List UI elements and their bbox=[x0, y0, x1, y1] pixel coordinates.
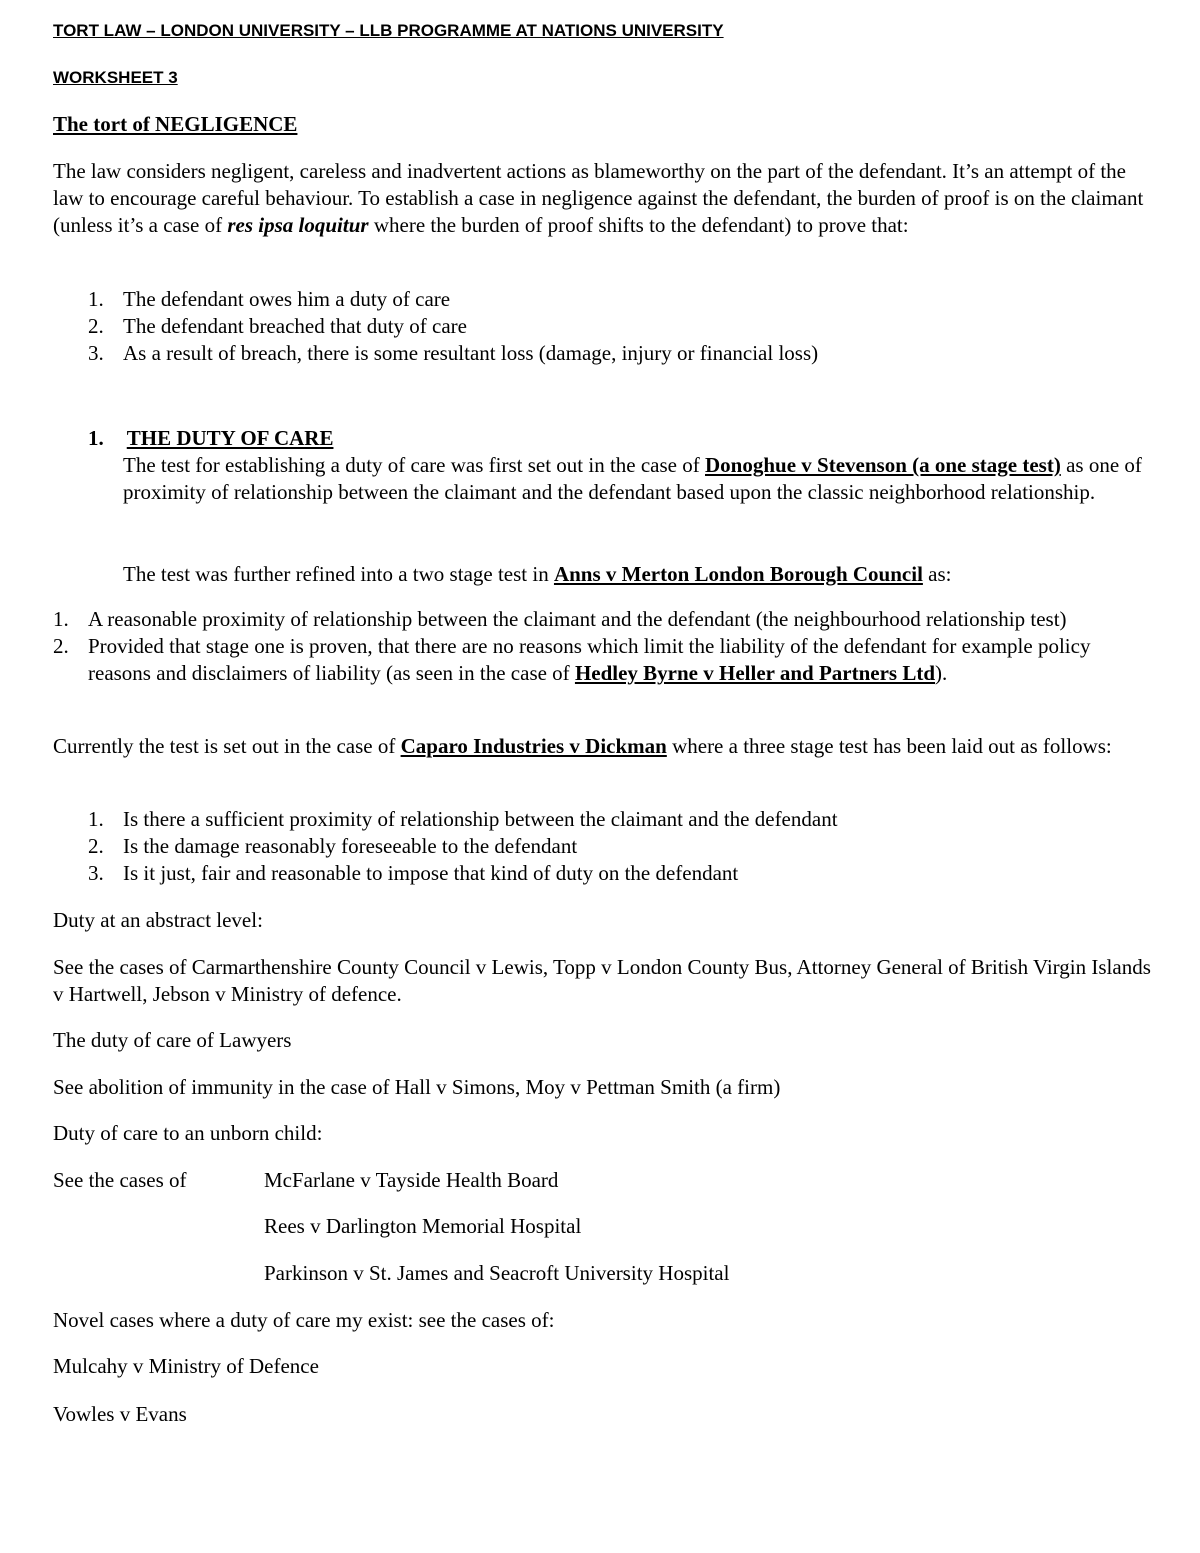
hedley-text-post: ). bbox=[935, 661, 948, 685]
negligence-elements-list bbox=[88, 286, 818, 367]
list-item bbox=[88, 833, 838, 860]
list-text: A reasonable proximity of relationship between the claimant and the defendant (the neighbourhood relationship test) bbox=[88, 607, 1067, 631]
abstract-level-heading: Duty at an abstract level: bbox=[53, 908, 263, 932]
list-item bbox=[88, 860, 838, 887]
list-number: 1. bbox=[88, 807, 104, 831]
list-item bbox=[88, 806, 838, 833]
anns-stages-list bbox=[53, 606, 1153, 687]
see-cases-label: See the cases of bbox=[53, 1168, 187, 1192]
novel-case-item: Mulcahy v Ministry of Defence bbox=[53, 1354, 319, 1378]
anns-paragraph bbox=[123, 561, 1143, 588]
list-text: Is there a sufficient proximity of relationship between the claimant and the defendant bbox=[123, 807, 838, 831]
list-number: 1. bbox=[88, 287, 104, 311]
list-number: 2. bbox=[88, 314, 104, 338]
unborn-case-item: Rees v Darlington Memorial Hospital bbox=[264, 1214, 582, 1238]
list-text: The defendant owes him a duty of care bbox=[123, 287, 451, 311]
list-item bbox=[53, 633, 1153, 687]
list-item bbox=[53, 606, 1153, 633]
list-text bbox=[88, 633, 1153, 687]
immunity-paragraph: See abolition of immunity in the case of Hall v Simons, Moy v Pettman Smith (a firm) bbox=[53, 1075, 781, 1099]
intro-paragraph bbox=[53, 158, 1153, 239]
document-title: TORT LAW – LONDON UNIVERSITY – LLB PROGRAMME AT NATIONS UNIVERSITY bbox=[53, 21, 724, 40]
worksheet-label: WORKSHEET 3 bbox=[53, 68, 178, 87]
caparo-case: Caparo Industries v Dickman bbox=[400, 734, 667, 758]
hedley-text-pre: Provided that stage one is proven, that there are no reasons which limit the liability of the defendant for example policy reasons and disclaimers of liability (as seen in the case of bbox=[88, 634, 1091, 685]
abstract-cases-paragraph: See the cases of Carmarthenshire County Council v Lewis, Topp v London County Bus, Attorney General of British Virgin Islands v Hartwell, Jebson v Ministry of defence. bbox=[53, 955, 1151, 1006]
novel-case-item: Vowles v Evans bbox=[53, 1402, 187, 1426]
donoghue-text-post: as one of proximity of relationship between the claimant and the defendant based upon the classic neighborhood relationship. bbox=[123, 453, 1142, 504]
intro-text-2: where the burden of proof shifts to the defendant) to prove that: bbox=[368, 213, 909, 237]
caparo-text-post: where a three stage test has been laid out as follows: bbox=[666, 734, 1112, 758]
hedley-case: Hedley Byrne v Heller and Partners Ltd bbox=[574, 661, 936, 685]
caparo-paragraph bbox=[53, 733, 1153, 760]
donoghue-text-pre: The test for establishing a duty of care was first set out in the case of bbox=[123, 453, 705, 477]
list-text: As a result of breach, there is some resultant loss (damage, injury or financial loss) bbox=[123, 341, 819, 365]
list-item bbox=[88, 286, 818, 313]
list-number: 3. bbox=[88, 341, 104, 365]
list-number: 1. bbox=[53, 607, 69, 631]
unborn-case-item: Parkinson v St. James and Seacroft University Hospital bbox=[264, 1261, 730, 1285]
anns-case: Anns v Merton London Borough Council bbox=[553, 562, 923, 586]
latin-term: res ipsa loquitur bbox=[227, 213, 369, 237]
unborn-child-heading: Duty of care to an unborn child: bbox=[53, 1121, 323, 1145]
anns-text-post: as: bbox=[922, 562, 952, 586]
donoghue-paragraph bbox=[123, 452, 1143, 506]
list-text: The defendant breached that duty of care bbox=[123, 314, 467, 338]
list-item bbox=[88, 313, 818, 340]
heading-label: THE DUTY OF CARE bbox=[126, 426, 334, 450]
lawyers-heading: The duty of care of Lawyers bbox=[53, 1028, 292, 1052]
list-item bbox=[88, 340, 818, 367]
heading-number: 1. bbox=[88, 426, 104, 450]
list-text: Is it just, fair and reasonable to impose that kind of duty on the defendant bbox=[123, 861, 739, 885]
list-number: 2. bbox=[88, 834, 104, 858]
intro-text-1: The law considers negligent, careless and inadvertent actions as blameworthy on the part of the defendant. It’s an attempt of the law to encourage careful behaviour. To establish a case in negligence against the defendant, the burden of proof is on the claimant (unless it’s a case of bbox=[53, 159, 1144, 237]
unborn-case-item: McFarlane v Tayside Health Board bbox=[264, 1168, 559, 1192]
caparo-stages-list bbox=[88, 806, 838, 887]
caparo-text-pre: Currently the test is set out in the case of bbox=[53, 734, 401, 758]
duty-of-care-heading bbox=[88, 425, 333, 452]
list-number: 3. bbox=[88, 861, 104, 885]
anns-text-pre: The test was further refined into a two stage test in bbox=[123, 562, 554, 586]
novel-cases-heading: Novel cases where a duty of care my exist: see the cases of: bbox=[53, 1308, 555, 1332]
section-title: The tort of NEGLIGENCE bbox=[53, 112, 298, 136]
list-text: Is the damage reasonably foreseeable to the defendant bbox=[123, 834, 578, 858]
donoghue-case: Donoghue v Stevenson (a one stage test) bbox=[705, 453, 1061, 477]
list-number: 2. bbox=[53, 634, 69, 658]
